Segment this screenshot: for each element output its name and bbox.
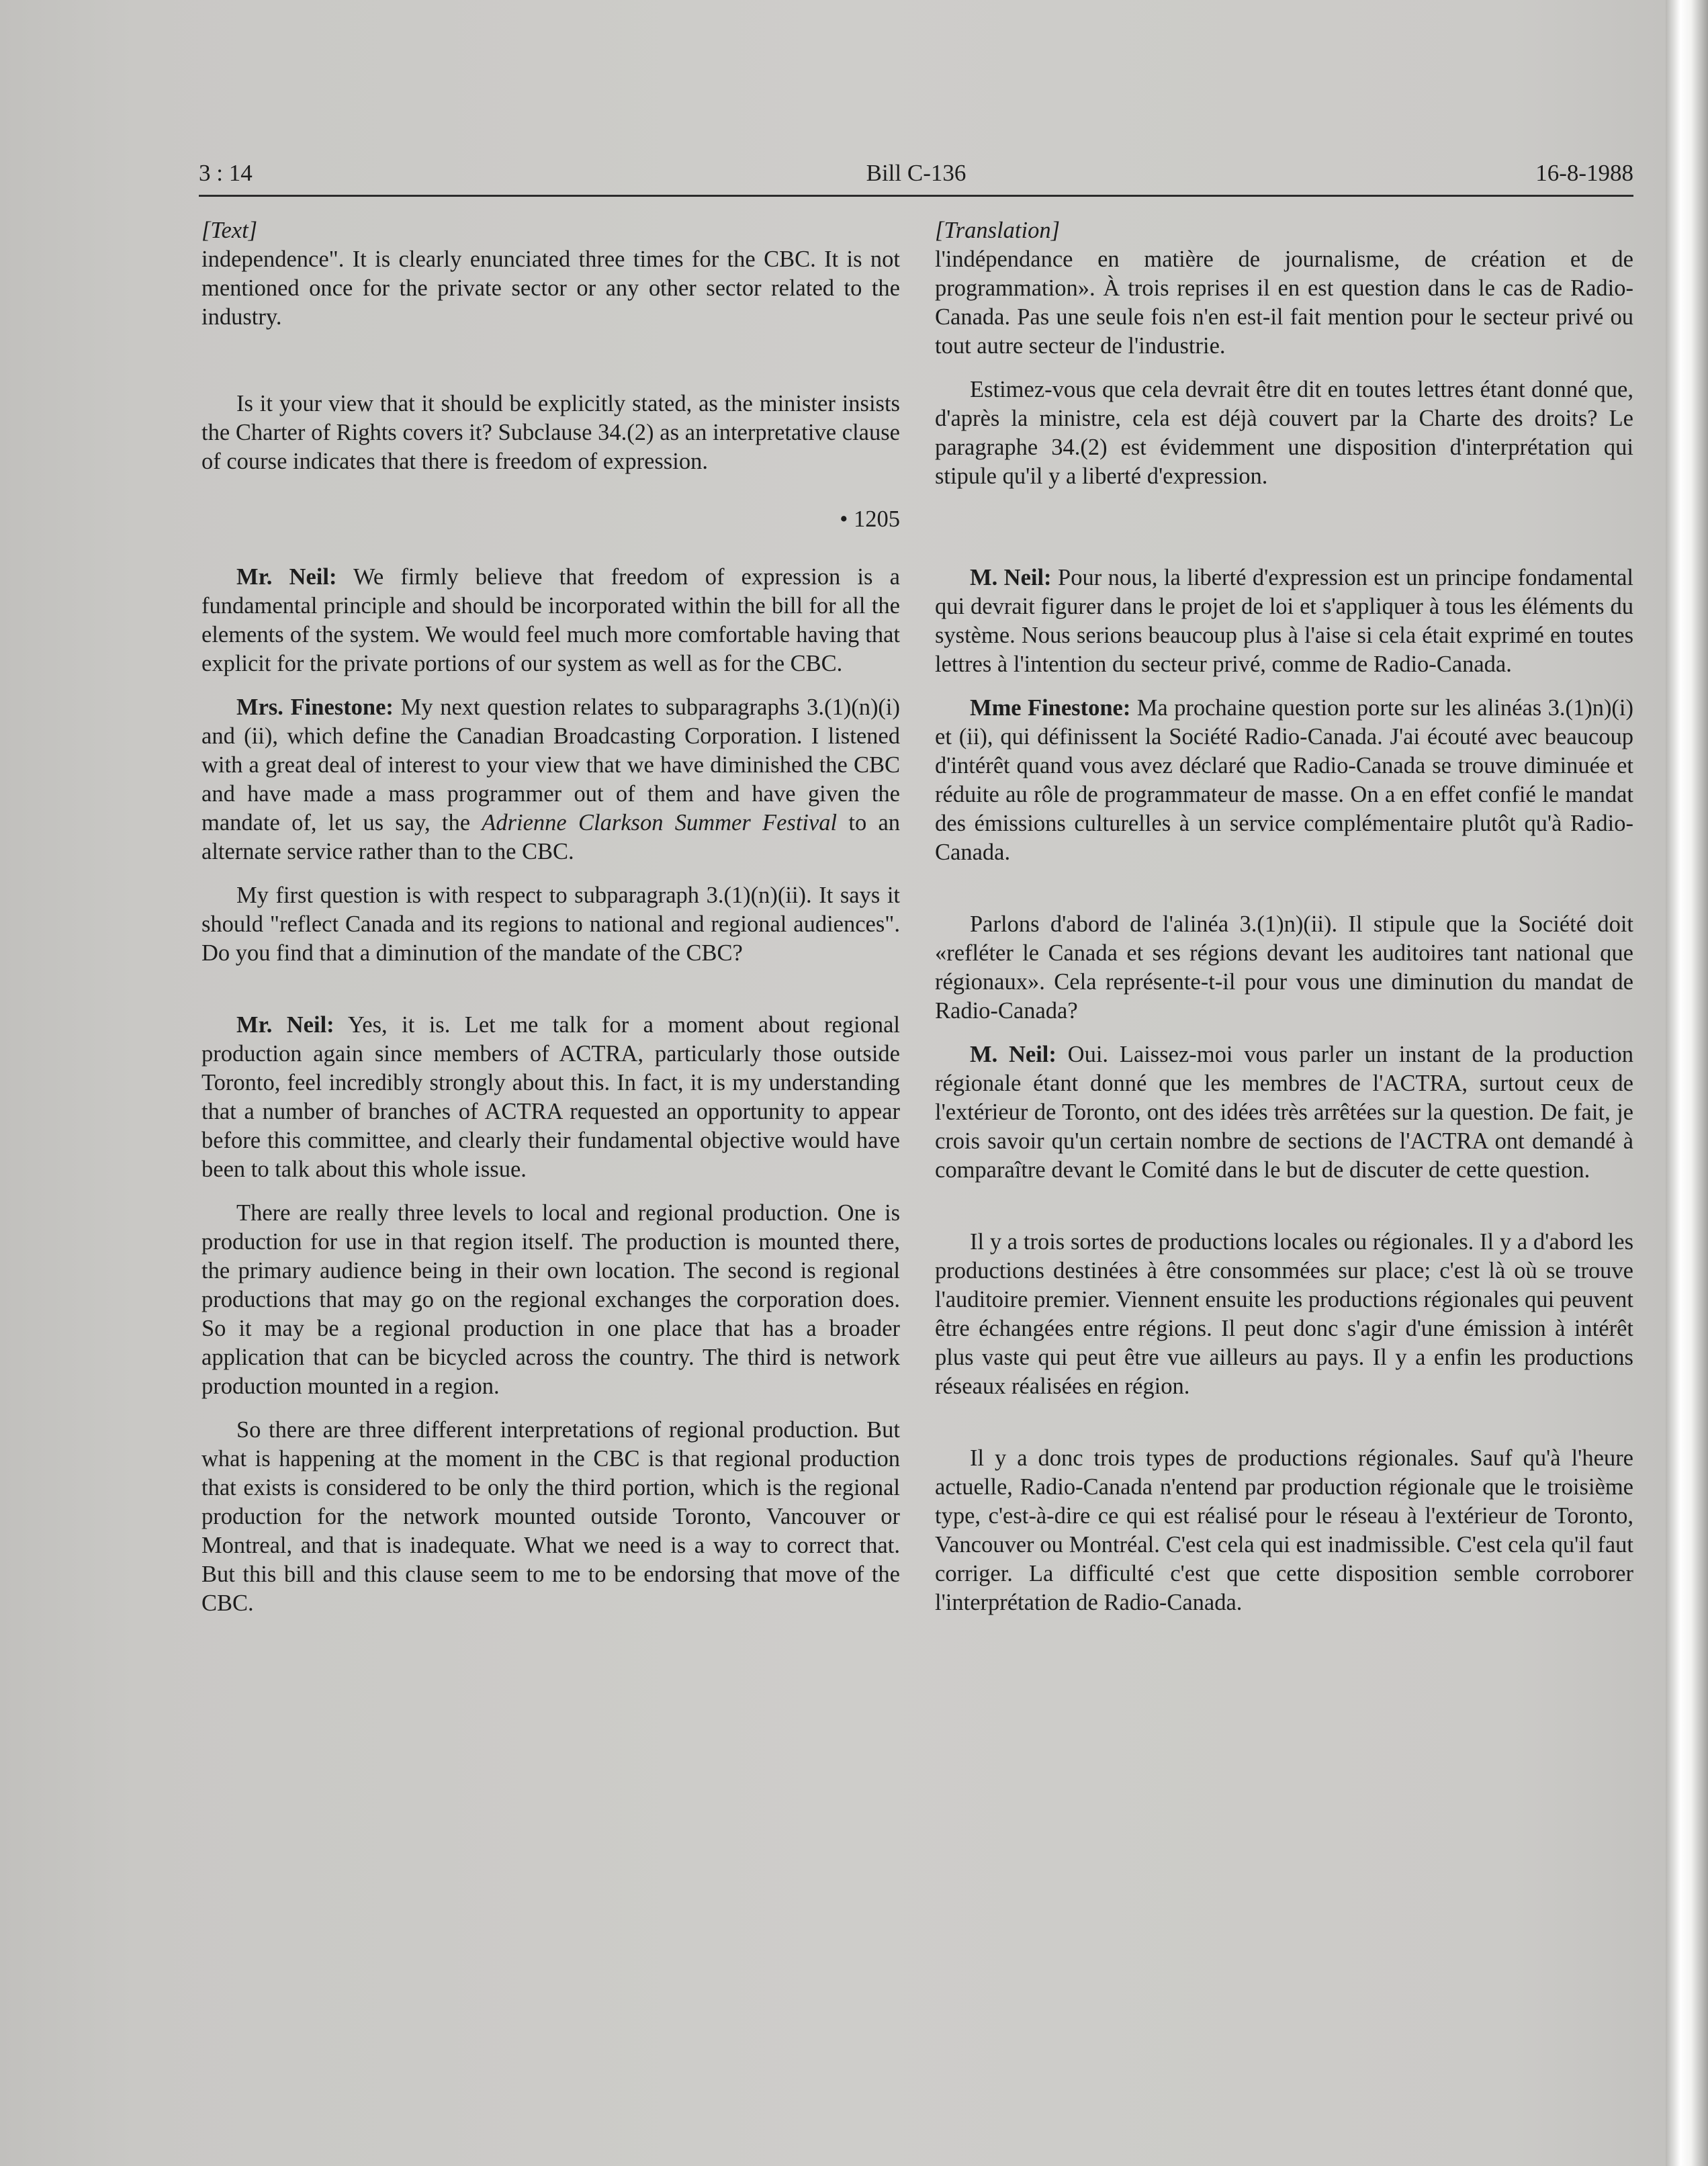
- text-tag: [Text]: [201, 218, 258, 243]
- page-edge: [1666, 0, 1708, 2166]
- paragraph: Is it your view that it should be explicitly stated, as the minister insists the Charter of Rights covers it? Subclause 34.(2) as an interpretative clause of course indicates that there is freedom of expression.: [201, 391, 900, 474]
- speaker-label: Mrs. Finestone:: [236, 694, 394, 720]
- paragraph-neil: [935, 563, 1633, 679]
- speaker-label: Mme Finestone:: [970, 695, 1131, 721]
- paragraph: independence". It is clearly enunciated three times for the CBC. It is not mentioned once for the private sector or any other sector related to the industry.: [201, 246, 900, 330]
- paragraph: Parlons d'abord de l'alinéa 3.(1)n)(ii). Il stipule que la Société doit «refléter le Canada et ses régions devant les auditoires tant national que régionaux». Cela représente-t-il pour vous une diminution du mandat de Radio-Canada?: [935, 911, 1633, 1024]
- speech-text: to an alternate service rather than to the CBC.: [201, 810, 901, 864]
- paragraph-neil: [935, 1040, 1633, 1185]
- speaker-label: M. Neil:: [970, 565, 1052, 590]
- paragraph: Estimez-vous que cela devrait être dit en toutes lettres étant donné que, d'après la ministre, cela est déjà couvert par la Charte des droits? Le paragraphe 34.(2) est évidemment une disposition d'interprétation qui stipule qu'il y a liberté d'expression.: [935, 377, 1633, 489]
- document-date: 16-8-1988: [1535, 160, 1633, 186]
- paragraph: There are really three levels to local and regional production. One is production for use in that region itself. The production is mounted there, the primary audience being in their own location. The second is regional productions that may go on the regional exchanges the corporation does. So it may be a regional production in one place that has a broader application that can be bicycled across the country. The third is network production mounted in a region.: [201, 1200, 900, 1399]
- paragraph: l'indépendance en matière de journalisme, de création et de programmation». À trois reprises il en est question dans le cas de Radio-Canada. Pas une seule fois n'en est-il fait mention pour le secteur privé ou tout autre secteur de l'industrie.: [935, 246, 1633, 359]
- speech-text: Ma prochaine question porte sur les alinéas 3.(1)n)(i) et (ii), qui définissent la Société Radio-Canada. J'ai écouté avec beaucoup d'intérêt quand vous avez déclaré que Radio-Canada se trouve diminuée et réduite au rôle de programmateur de masse. On a en effet confié le mandat des émissions culturelles à un service complémentaire plutôt qu'à Radio-Canada.: [935, 695, 1633, 865]
- paragraph: Il y a trois sortes de productions locales ou régionales. Il y a d'abord les productions destinées à être consommées sur place; c'est là où se trouve l'auditoire premier. Viennent ensuite les productions régionales qui peuvent être échangées entre régions. Il peut donc s'agir d'une émission à intérêt plus vaste qui peut être vue ailleurs au pays. Il y a enfin les productions réseaux réalisées en région.: [935, 1229, 1633, 1399]
- paragraph: So there are three different interpretations of regional production. But what is happening at the moment in the CBC is that regional production that exists is considered to be only the third portion, which is the regional production for the network mounted outside Toronto, Vancouver or Montreal, and that is inadequate. What we need is a way to correct that. But this bill and this clause seem to me to be endorsing that move of the CBC.: [201, 1417, 900, 1616]
- speech-text: We firmly believe that freedom of expression is a fundamental principle and should be incorporated within the bill for all the elements of the system. We would feel much more comfortable having that explicit for the private portions of our system as well as for the CBC.: [201, 564, 900, 676]
- speech-text: Pour nous, la liberté d'expression est un principe fondamental qui devrait figurer dans le projet de loi et s'appliquer à tous les éléments du système. Nous serions beaucoup plus à l'aise si cela était exprimé en toutes lettres à l'intention du secteur privé, comme de Radio-Canada.: [935, 565, 1634, 677]
- header-rule: [199, 195, 1633, 197]
- time-marker: • 1205: [840, 506, 900, 532]
- paragraph-finestone: [201, 693, 900, 866]
- speaker-label: Mr. Neil:: [236, 564, 337, 590]
- page-header: [199, 160, 1633, 193]
- paragraph-neil: [201, 1011, 900, 1184]
- speaker-label: Mr. Neil:: [236, 1012, 334, 1038]
- speech-text: Yes, it is. Let me talk for a moment about regional production again since members of ACTRA, particularly those outside Toronto, feel incredibly strongly about this. In fact, it is my understanding that a number of branches of ACTRA requested an opportunity to appear before this committee, and clearly their fundamental objective would have been to talk about this whole issue.: [201, 1012, 900, 1182]
- page-number: 3 : 14: [199, 160, 253, 186]
- english-column: [201, 216, 900, 1618]
- speech-text: My next question relates to subparagraphs 3.(1)(n)(i) and (ii), which define the Canadian Broadcasting Corporation. I listened with a great deal of interest to your view that we have diminished the CBC and have made a mass programmer out of them and have given the mandate of, let us say, the: [201, 694, 900, 836]
- italic-title: Adrienne Clarkson Summer Festival: [482, 810, 838, 836]
- paragraph-finestone: [935, 694, 1633, 867]
- french-column: [935, 216, 1633, 1617]
- translation-tag: [Translation]: [935, 218, 1060, 243]
- document-title: Bill C-136: [866, 160, 967, 186]
- speech-text: Oui. Laissez-moi vous parler un instant de la production régionale étant donné que les membres de l'ACTRA, surtout ceux de l'extérieur de Toronto, ont des idées très arrêtées sur la question. De fait, je crois savoir qu'un certain nombre de sections de l'ACTRA ont demandé à comparaître devant le Comité dans le but de discuter de cette question.: [935, 1042, 1634, 1183]
- paragraph: Il y a donc trois types de productions régionales. Sauf qu'à l'heure actuelle, Radio-Canada n'entend par production régionale que le troisième type, c'est-à-dire ce qui est réalisé pour le réseau à l'extérieur de Toronto, Vancouver ou Montréal. C'est cela qui est inadmissible. C'est cela qu'il faut corriger. La difficulté c'est que cette disposition semble corroborer l'interprétation de Radio-Canada.: [935, 1445, 1633, 1615]
- speaker-label: M. Neil:: [970, 1042, 1057, 1067]
- paragraph-neil: [201, 563, 900, 678]
- paragraph: My first question is with respect to subparagraph 3.(1)(n)(ii). It says it should "reflect Canada and its regions to national and regional audiences". Do you find that a diminution of the mandate of the CBC?: [201, 883, 900, 966]
